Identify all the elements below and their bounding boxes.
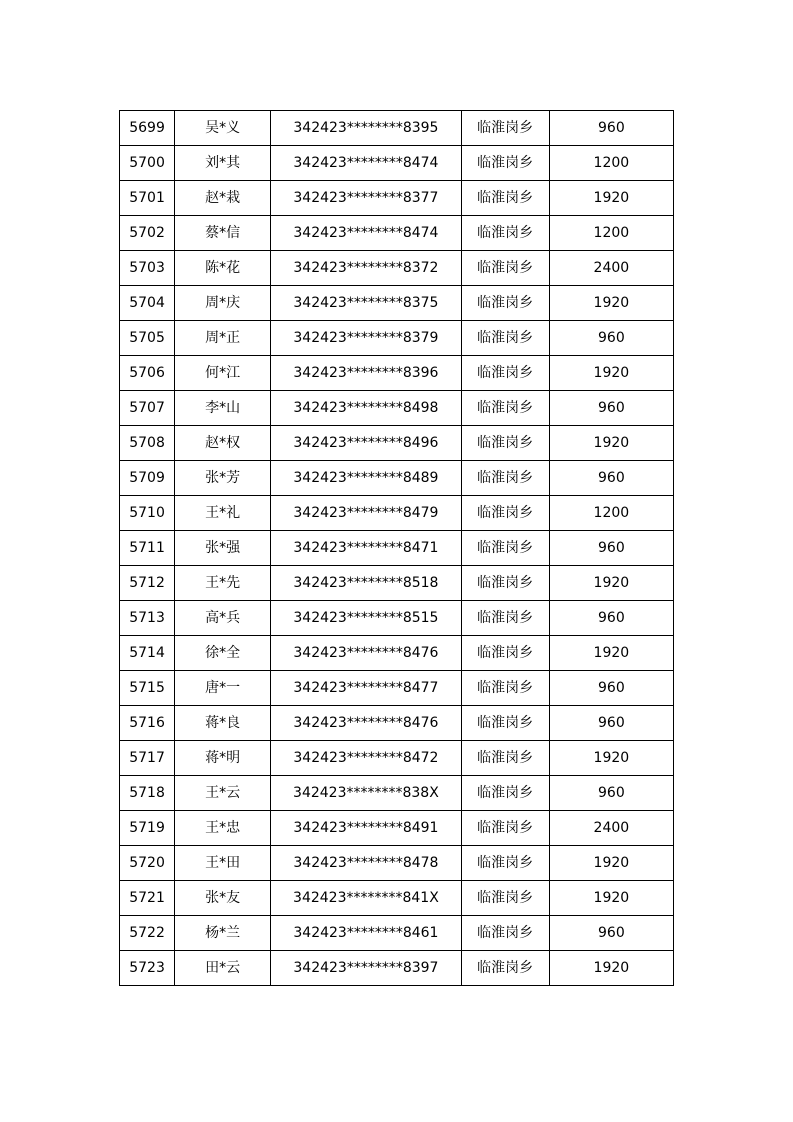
amount-cell: 1920 (549, 356, 673, 391)
township-cell: 临淮岗乡 (461, 496, 549, 531)
id-number-cell: 342423********8375 (271, 286, 461, 321)
id-number-cell: 342423********8498 (271, 391, 461, 426)
township-cell: 临淮岗乡 (461, 216, 549, 251)
amount-cell: 960 (549, 461, 673, 496)
id-number-cell: 342423********8518 (271, 566, 461, 601)
township-cell: 临淮岗乡 (461, 251, 549, 286)
id-number-cell: 342423********8489 (271, 461, 461, 496)
township-cell: 临淮岗乡 (461, 636, 549, 671)
amount-cell: 960 (549, 671, 673, 706)
name-cell: 蒋*良 (175, 706, 271, 741)
name-cell: 王*礼 (175, 496, 271, 531)
id-number-cell: 342423********8479 (271, 496, 461, 531)
name-cell: 周*庆 (175, 286, 271, 321)
id-number-cell: 342423********8379 (271, 321, 461, 356)
township-cell: 临淮岗乡 (461, 391, 549, 426)
amount-cell: 960 (549, 531, 673, 566)
name-cell: 田*云 (175, 951, 271, 986)
id-number-cell: 342423********8476 (271, 636, 461, 671)
amount-cell: 960 (549, 601, 673, 636)
row-number-cell: 5709 (120, 461, 175, 496)
table-row (120, 601, 674, 636)
amount-cell: 1200 (549, 146, 673, 181)
table-row (120, 706, 674, 741)
table-row (120, 671, 674, 706)
amount-cell: 1920 (549, 741, 673, 776)
township-cell: 临淮岗乡 (461, 111, 549, 146)
row-number-cell: 5723 (120, 951, 175, 986)
row-number-cell: 5719 (120, 811, 175, 846)
amount-cell: 2400 (549, 811, 673, 846)
table-row (120, 636, 674, 671)
township-cell: 临淮岗乡 (461, 146, 549, 181)
id-number-cell: 342423********8515 (271, 601, 461, 636)
amount-cell: 1920 (549, 566, 673, 601)
amount-cell: 960 (549, 706, 673, 741)
township-cell: 临淮岗乡 (461, 671, 549, 706)
amount-cell: 1920 (549, 181, 673, 216)
township-cell: 临淮岗乡 (461, 286, 549, 321)
row-number-cell: 5713 (120, 601, 175, 636)
table-row (120, 741, 674, 776)
id-number-cell: 342423********8474 (271, 146, 461, 181)
row-number-cell: 5702 (120, 216, 175, 251)
table-row (120, 181, 674, 216)
name-cell: 张*强 (175, 531, 271, 566)
table-row (120, 251, 674, 286)
row-number-cell: 5700 (120, 146, 175, 181)
amount-cell: 2400 (549, 251, 673, 286)
table-row (120, 356, 674, 391)
id-number-cell: 342423********8397 (271, 951, 461, 986)
id-number-cell: 342423********8471 (271, 531, 461, 566)
township-cell: 临淮岗乡 (461, 321, 549, 356)
table-row (120, 881, 674, 916)
name-cell: 张*芳 (175, 461, 271, 496)
amount-cell: 960 (549, 111, 673, 146)
table-row (120, 426, 674, 461)
amount-cell: 1920 (549, 286, 673, 321)
name-cell: 蒋*明 (175, 741, 271, 776)
township-cell: 临淮岗乡 (461, 706, 549, 741)
township-cell: 临淮岗乡 (461, 461, 549, 496)
row-number-cell: 5720 (120, 846, 175, 881)
row-number-cell: 5716 (120, 706, 175, 741)
id-number-cell: 342423********8478 (271, 846, 461, 881)
name-cell: 杨*兰 (175, 916, 271, 951)
name-cell: 李*山 (175, 391, 271, 426)
row-number-cell: 5701 (120, 181, 175, 216)
id-number-cell: 342423********8372 (271, 251, 461, 286)
name-cell: 蔡*信 (175, 216, 271, 251)
amount-cell: 1200 (549, 216, 673, 251)
table-row (120, 496, 674, 531)
id-number-cell: 342423********8396 (271, 356, 461, 391)
table-row (120, 566, 674, 601)
name-cell: 王*先 (175, 566, 271, 601)
id-number-cell: 342423********8491 (271, 811, 461, 846)
table-body (120, 111, 674, 986)
row-number-cell: 5718 (120, 776, 175, 811)
township-cell: 临淮岗乡 (461, 951, 549, 986)
township-cell: 临淮岗乡 (461, 531, 549, 566)
id-number-cell: 342423********8461 (271, 916, 461, 951)
row-number-cell: 5705 (120, 321, 175, 356)
table-row (120, 286, 674, 321)
township-cell: 临淮岗乡 (461, 356, 549, 391)
table-row (120, 146, 674, 181)
amount-cell: 1920 (549, 881, 673, 916)
amount-cell: 1920 (549, 951, 673, 986)
id-number-cell: 342423********8377 (271, 181, 461, 216)
row-number-cell: 5707 (120, 391, 175, 426)
amount-cell: 960 (549, 776, 673, 811)
id-number-cell: 342423********8474 (271, 216, 461, 251)
table-row (120, 951, 674, 986)
name-cell: 王*云 (175, 776, 271, 811)
name-cell: 陈*花 (175, 251, 271, 286)
name-cell: 王*忠 (175, 811, 271, 846)
row-number-cell: 5706 (120, 356, 175, 391)
township-cell: 临淮岗乡 (461, 776, 549, 811)
name-cell: 王*田 (175, 846, 271, 881)
row-number-cell: 5715 (120, 671, 175, 706)
amount-cell: 1920 (549, 636, 673, 671)
name-cell: 徐*全 (175, 636, 271, 671)
amount-cell: 1920 (549, 426, 673, 461)
row-number-cell: 5714 (120, 636, 175, 671)
name-cell: 吴*义 (175, 111, 271, 146)
row-number-cell: 5711 (120, 531, 175, 566)
row-number-cell: 5708 (120, 426, 175, 461)
township-cell: 临淮岗乡 (461, 881, 549, 916)
name-cell: 周*正 (175, 321, 271, 356)
name-cell: 张*友 (175, 881, 271, 916)
table-row (120, 216, 674, 251)
table-row (120, 461, 674, 496)
row-number-cell: 5703 (120, 251, 175, 286)
id-number-cell: 342423********841X (271, 881, 461, 916)
township-cell: 临淮岗乡 (461, 741, 549, 776)
township-cell: 临淮岗乡 (461, 811, 549, 846)
table-row (120, 776, 674, 811)
table-row (120, 321, 674, 356)
row-number-cell: 5717 (120, 741, 175, 776)
township-cell: 临淮岗乡 (461, 181, 549, 216)
amount-cell: 960 (549, 321, 673, 356)
name-cell: 赵*权 (175, 426, 271, 461)
township-cell: 临淮岗乡 (461, 426, 549, 461)
amount-cell: 1200 (549, 496, 673, 531)
row-number-cell: 5722 (120, 916, 175, 951)
amount-cell: 960 (549, 391, 673, 426)
township-cell: 临淮岗乡 (461, 566, 549, 601)
name-cell: 唐*一 (175, 671, 271, 706)
row-number-cell: 5704 (120, 286, 175, 321)
id-number-cell: 342423********8477 (271, 671, 461, 706)
row-number-cell: 5721 (120, 881, 175, 916)
id-number-cell: 342423********8476 (271, 706, 461, 741)
row-number-cell: 5710 (120, 496, 175, 531)
table-row (120, 391, 674, 426)
id-number-cell: 342423********8395 (271, 111, 461, 146)
subsidy-table (119, 110, 674, 986)
township-cell: 临淮岗乡 (461, 601, 549, 636)
row-number-cell: 5712 (120, 566, 175, 601)
table-row (120, 531, 674, 566)
id-number-cell: 342423********8496 (271, 426, 461, 461)
name-cell: 赵*栽 (175, 181, 271, 216)
id-number-cell: 342423********838X (271, 776, 461, 811)
name-cell: 刘*其 (175, 146, 271, 181)
amount-cell: 960 (549, 916, 673, 951)
table-row (120, 811, 674, 846)
township-cell: 临淮岗乡 (461, 916, 549, 951)
table-row (120, 846, 674, 881)
row-number-cell: 5699 (120, 111, 175, 146)
name-cell: 何*江 (175, 356, 271, 391)
amount-cell: 1920 (549, 846, 673, 881)
table-row (120, 916, 674, 951)
township-cell: 临淮岗乡 (461, 846, 549, 881)
id-number-cell: 342423********8472 (271, 741, 461, 776)
table-row (120, 111, 674, 146)
name-cell: 高*兵 (175, 601, 271, 636)
